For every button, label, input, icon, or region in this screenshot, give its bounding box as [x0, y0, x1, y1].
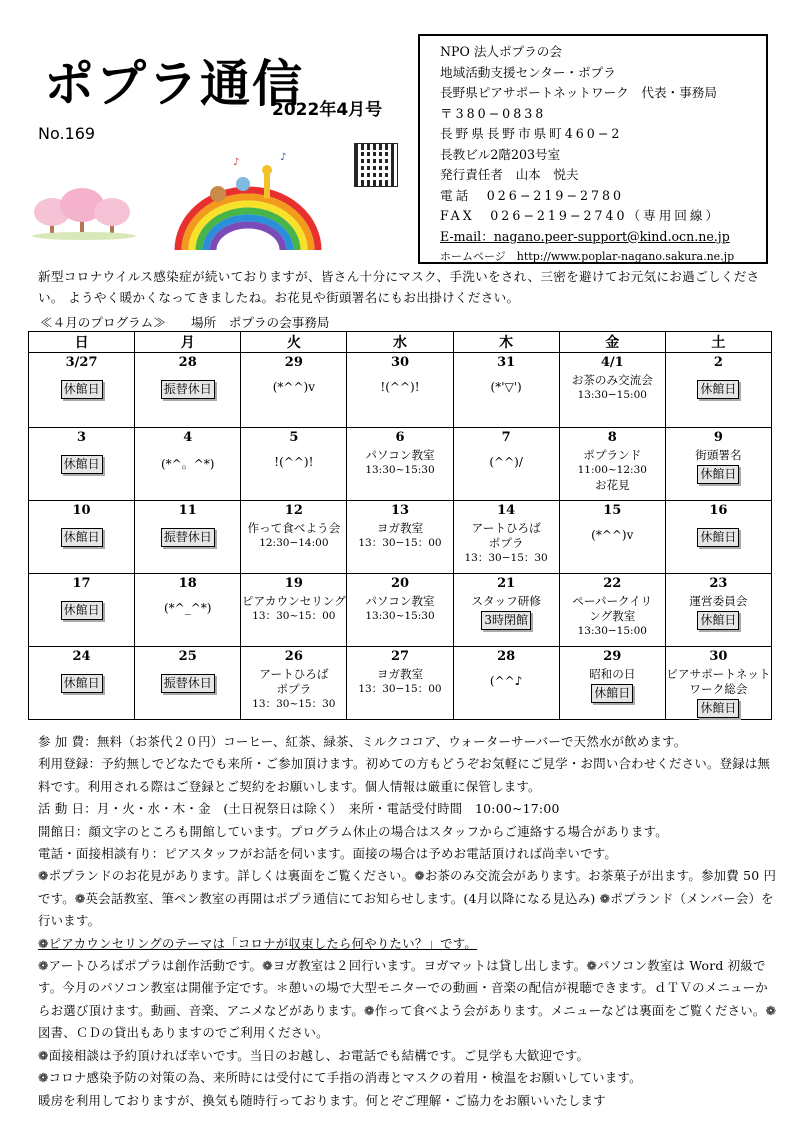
- day-number: 27: [390, 649, 410, 664]
- event-text: 13：30−15：00: [358, 537, 442, 549]
- day-number: 23: [709, 576, 728, 591]
- day-number: 6: [395, 430, 405, 445]
- bear-icon: [210, 186, 226, 202]
- closed-badge: 休館日: [697, 528, 739, 547]
- emoticon: (*^^)v: [272, 380, 315, 394]
- calendar-day-cell: [453, 428, 559, 501]
- org-name: NPO 法人ポプラの会: [440, 44, 562, 59]
- day-number: 3/27: [65, 355, 98, 370]
- note-open-days: 開館日：顔文字のところも開館しています。プログラム休止の場合はスタッフからご連絡する場合があります。: [38, 823, 668, 839]
- day-number: 18: [178, 576, 197, 591]
- note-covid: ❁コロナ感染予防の対策の為、来所時には受付にて手指の消毒とマスクの着用・検温をお願いしています。: [38, 1070, 642, 1086]
- calendar-day-cell: [665, 647, 771, 720]
- calendar-day-cell: [453, 501, 559, 574]
- calendar-day-cell: [347, 574, 453, 647]
- closed-badge: 休館日: [591, 684, 633, 703]
- event-text: ヨガ教室: [376, 521, 424, 535]
- day-number: 15: [603, 503, 622, 518]
- emoticon: (^^♪: [489, 674, 523, 688]
- event-text: 13:30−15:00: [577, 389, 647, 401]
- day-number: 4/1: [600, 355, 624, 370]
- calendar-day-cell: [665, 353, 771, 428]
- event-text: 運営委員会: [689, 594, 748, 608]
- emoticon: (*^_^*): [163, 601, 212, 615]
- calendar-day-cell: [241, 501, 347, 574]
- calendar-day-cell: [241, 428, 347, 501]
- calendar-week-row: [29, 501, 772, 574]
- closed-badge: 休館日: [697, 611, 739, 630]
- calendar-day-cell: [241, 353, 347, 428]
- event-text: アートひろば: [471, 521, 541, 535]
- issue-number: No.169: [38, 124, 96, 143]
- center-name: 地域活動支援センター・ポプラ: [440, 64, 616, 80]
- day-number: 30: [709, 649, 728, 664]
- day-number: 7: [501, 430, 511, 445]
- network-name: 長野県ピアサポートネットワーク 代表・事務局: [440, 85, 717, 100]
- event-text: 13：30−15：00: [358, 683, 442, 695]
- day-number: 21: [497, 576, 516, 591]
- day-number: 3: [77, 430, 87, 445]
- closed-badge: 休館日: [61, 601, 103, 620]
- rainbow-illustration: [28, 150, 328, 260]
- event-text: ポプラ: [276, 682, 312, 696]
- svg-text:♪: ♪: [280, 152, 287, 163]
- closed-badge: 休館日: [61, 380, 103, 399]
- notes-section: [38, 731, 778, 1112]
- calendar-day-cell: [559, 574, 665, 647]
- calendar-week-row: [29, 574, 772, 647]
- closed-badge: 休館日: [61, 674, 103, 693]
- note-ventilation: 暖房を利用しておりますが、換気も随時行っております。何とぞご理解・ご協力をお願いいたします: [38, 1092, 606, 1108]
- address: 長野県長野市県町460−2: [440, 126, 623, 141]
- day-header-sun: 日: [29, 332, 135, 353]
- calendar-day-cell: [135, 353, 241, 428]
- qr-code-icon: [354, 143, 398, 187]
- event-text: 街頭署名: [695, 448, 742, 462]
- closed-badge: 休館日: [61, 455, 103, 474]
- calendar-day-cell: [135, 428, 241, 501]
- event-text: ヨガ教室: [376, 667, 424, 681]
- event-text: ピアサポートネット: [666, 667, 771, 681]
- calendar-week-row: [29, 428, 772, 501]
- closed-badge: 休館日: [697, 465, 739, 484]
- calendar-day-cell: [241, 574, 347, 647]
- emoticon: !(^^)!: [274, 455, 314, 469]
- day-number: 26: [284, 649, 303, 664]
- rainbow-icon: [178, 190, 318, 250]
- emoticon: (*^。^*): [160, 457, 215, 471]
- event-text: スタッフ研修: [471, 594, 541, 608]
- event-text: ング教室: [589, 609, 636, 623]
- qr-code-area: [336, 133, 418, 193]
- closed-badge: 3時閉館: [481, 611, 531, 630]
- day-number: 16: [709, 503, 728, 518]
- calendar-day-cell: [347, 428, 453, 501]
- note-events: ❁ポプランドのお花見があります。詳しくは裏面をご覧ください。❁お茶のみ交流会があります。お茶菓子が出ます。参加費 50 円です。❁英会話教室、筆ペン教室の再開はポプラ通信にてお知らせします。(4月以降になる見込み) ❁ポプランド（メンバー会）を行います。: [38, 868, 777, 929]
- giraffe-icon: [264, 172, 270, 198]
- day-number: 11: [178, 503, 197, 518]
- event-text: ポプラ: [488, 536, 524, 550]
- day-number: 29: [603, 649, 622, 664]
- event-text: 12:30−14:00: [259, 537, 329, 549]
- newsletter-title: ポプラ通信: [44, 55, 304, 113]
- emoticon: !(^^)!: [380, 380, 420, 394]
- closed-badge: 振替休日: [161, 528, 215, 547]
- day-number: 30: [390, 355, 410, 370]
- note-interview: ❁面接相談は予約頂ければ幸いです。当日のお越し、お電話でも結構です。ご見学も大歓迎です。: [38, 1047, 590, 1063]
- closed-badge: 振替休日: [161, 380, 215, 399]
- day-number: 12: [284, 503, 303, 518]
- calendar-day-cell: [453, 574, 559, 647]
- note-registration: 利用登録：予約無しでどなたでも来所・ご参加頂けます。初めての方もどうぞお気軽にご見学・お問い合わせください。登録は無料です。利用される際はご登録とご契約をお願いします。個人情報は厳重に保管します。: [38, 756, 771, 794]
- event-text: お茶のみ交流会: [571, 373, 653, 387]
- note-activity-days: 活 動 日：月・火・水・木・金 (土日祝祭日は除く） 来所・電話受付時間 10:00~17:00: [38, 801, 560, 817]
- cherry-tree-icon: [32, 188, 136, 240]
- calendar-day-cell: [559, 428, 665, 501]
- event-text: ペーパークイリ: [572, 594, 653, 608]
- event-text: 昭和の日: [589, 667, 636, 681]
- day-number: 28: [497, 649, 516, 664]
- homepage-link[interactable]: ホームページ http://www.poplar-nagano.sakura.ne.jp: [440, 250, 735, 263]
- calendar-day-cell: [241, 647, 347, 720]
- calendar-day-cell: [665, 574, 771, 647]
- building: 長教ビル2階203号室: [440, 146, 561, 162]
- calendar-day-cell: [135, 647, 241, 720]
- closed-badge: 休館日: [697, 699, 739, 718]
- day-number: 13: [390, 503, 410, 518]
- day-number: 24: [72, 649, 91, 664]
- emoticon: (^^)/: [489, 455, 523, 469]
- day-number: 29: [284, 355, 303, 370]
- event-text: 13:30~15:30: [365, 464, 435, 476]
- event-text: お花見: [594, 478, 630, 492]
- day-header-fri: 金: [559, 332, 665, 353]
- calendar-day-cell: [29, 647, 135, 720]
- intro-text: 新型コロナウイルス感染症が続いておりますが、皆さん十分にマスク、手洗いをされ、三密を避けてお元気にお過ごしください。 ようやく暖かくなってきましたね。お花見や街頭署名にもお出掛けください。: [38, 269, 760, 305]
- event-text: アートひろば: [259, 667, 329, 681]
- calendar-day-cell: [559, 647, 665, 720]
- calendar-day-cell: [29, 574, 135, 647]
- emoticon: (*^^)v: [591, 528, 634, 542]
- calendar-day-cell: [559, 353, 665, 428]
- day-number: 2: [713, 355, 723, 370]
- event-text: 13：30~15：00: [252, 610, 336, 622]
- calendar-week-row: [29, 353, 772, 428]
- day-number: 28: [178, 355, 197, 370]
- calendar-day-cell: [29, 501, 135, 574]
- calendar-day-cell: [665, 501, 771, 574]
- svg-text:♪: ♪: [233, 157, 240, 168]
- day-header-thu: 木: [453, 332, 559, 353]
- day-number: 19: [284, 576, 303, 591]
- closed-badge: 休館日: [61, 528, 103, 547]
- day-number: 4: [183, 430, 193, 445]
- day-header-tue: 火: [241, 332, 347, 353]
- day-number: 5: [289, 430, 299, 445]
- event-text: 13:30~15:30: [365, 610, 435, 622]
- calendar-day-cell: [135, 574, 241, 647]
- note-consultation: 電話・面接相談有り：ピアスタッフがお話を伺います。面接の場合は予めお電話頂ければ尚幸いです。: [38, 846, 617, 862]
- calendar-day-cell: [559, 501, 665, 574]
- day-header-mon: 月: [135, 332, 241, 353]
- day-number: 22: [603, 576, 622, 591]
- day-header-sat: 土: [665, 332, 771, 353]
- calendar-day-cell: [347, 647, 453, 720]
- email-link[interactable]: E-mail：nagano.peer-support@kind.ocn.ne.jp: [440, 228, 730, 244]
- day-number: 14: [497, 503, 516, 518]
- calendar-day-cell: [453, 353, 559, 428]
- note-classes: ❁アートひろばポプラは創作活動です。❁ヨガ教室は２回行います。ヨガマットは貸し出します。❁パソコン教室は Word 初級です。今月のパソコン教室は開催予定です。＊憩いの場で大型モニターでの動画・音楽の配信が視聴できます。ｄＴＶのメニューからお選び頂けます。動画、音楽、アニメなどがあります。❁作って食べよう会があります。メニューなどは裏面をご覧ください。❁図書、ＣＤの貸出もありますのでご利用ください。: [38, 958, 777, 1041]
- phone: 電話 026−219−2780: [440, 187, 625, 203]
- closed-badge: 休館日: [697, 380, 739, 399]
- event-text: 11:00~12:30: [577, 464, 647, 476]
- issue-date: 2022年4月号: [272, 100, 383, 120]
- calendar-day-cell: [347, 353, 453, 428]
- calendar-day-cell: [135, 501, 241, 574]
- calendar-week-row: [29, 647, 772, 720]
- event-text: ポプランド: [583, 448, 642, 462]
- fax: FAX 026−219−2740（専用回線）: [440, 208, 722, 223]
- event-text: ピアカウンセリング: [241, 594, 346, 608]
- event-text: 作って食べよう会: [247, 521, 341, 535]
- calendar-day-cell: [665, 428, 771, 501]
- event-text: パソコン教室: [365, 448, 435, 462]
- day-number: 25: [178, 649, 197, 664]
- closed-badge: 振替休日: [161, 674, 215, 693]
- day-number: 17: [72, 576, 91, 591]
- calendar-day-cell: [453, 647, 559, 720]
- event-text: 13：30~15：30: [252, 698, 336, 710]
- day-header-wed: 水: [347, 332, 453, 353]
- note-counseling-theme: ❁ピアカウンセリングのテーマは「コロナが収束したら何やりたい？」です。: [38, 935, 478, 951]
- postal-code: 〒380−0838: [440, 105, 547, 121]
- event-text: 13：30−15：30: [464, 552, 548, 564]
- day-number: 31: [497, 355, 516, 370]
- note-fee: 参 加 費：無料（お茶代２０円）コーヒー、紅茶、緑茶、ミルクココア、ウォーターサーバーで天然水が飲めます。: [38, 734, 687, 749]
- day-number: 20: [390, 576, 410, 591]
- day-number: 10: [72, 503, 91, 518]
- calendar-day-cell: [347, 501, 453, 574]
- event-text: 13:30−15:00: [577, 625, 647, 637]
- publisher: 発行責任者 山本 悦夫: [440, 167, 579, 182]
- day-number: 9: [713, 430, 723, 445]
- event-text: パソコン教室: [365, 594, 435, 608]
- organization-info-box: [418, 34, 768, 264]
- day-number: 8: [607, 430, 617, 445]
- elephant-icon: [236, 177, 250, 191]
- calendar-day-cell: [29, 428, 135, 501]
- program-calendar: [28, 331, 772, 720]
- program-label: ≪４月のプログラム≫ 場所 ポプラの会事務局: [40, 315, 330, 330]
- event-text: ワーク総会: [689, 682, 748, 696]
- calendar-day-cell: [29, 353, 135, 428]
- emoticon: (*'▽'): [490, 380, 522, 394]
